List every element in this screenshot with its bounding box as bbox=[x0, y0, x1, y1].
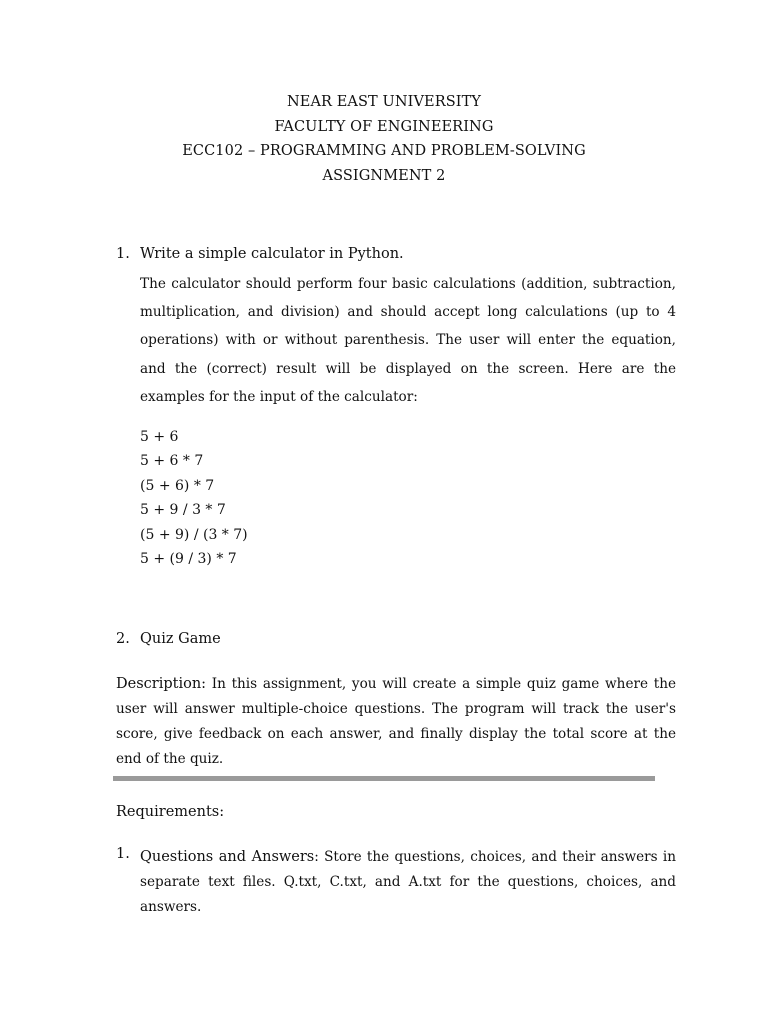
question-2-title: Quiz Game bbox=[140, 631, 221, 647]
question-1-number: 1. bbox=[116, 246, 130, 262]
example-line: 5 + (9 / 3) * 7 bbox=[140, 551, 237, 568]
question-2-number: 2. bbox=[116, 631, 130, 647]
quiz-description bbox=[116, 672, 676, 772]
requirement-1 bbox=[140, 845, 676, 920]
requirement-1-text: : Store the questions, choices, and their answers in separate text files. Q.txt, C.txt, and A.txt for the questions, choices, and answers. bbox=[140, 849, 676, 915]
document-header bbox=[0, 90, 768, 188]
university-name: NEAR EAST UNIVERSITY bbox=[286, 94, 482, 110]
requirements-label: Requirements: bbox=[116, 804, 225, 820]
course-title: ECC102 – PROGRAMMING AND PROBLEM-SOLVING bbox=[182, 143, 586, 159]
assignment-title: ASSIGNMENT 2 bbox=[322, 167, 446, 184]
example-line: 5 + 6 bbox=[140, 429, 179, 445]
example-line: 5 + 6 * 7 bbox=[140, 453, 204, 470]
section-divider bbox=[113, 776, 655, 781]
question-1-title: Write a simple calculator in Python. bbox=[140, 246, 404, 262]
example-line: (5 + 6) * 7 bbox=[140, 477, 215, 494]
calculator-examples bbox=[140, 425, 248, 571]
example-line: (5 + 9) / (3 * 7) bbox=[140, 526, 248, 543]
faculty-name: FACULTY OF ENGINEERING bbox=[274, 118, 494, 135]
requirement-1-label: Questions and Answers bbox=[140, 849, 315, 865]
requirement-1-number: 1. bbox=[116, 846, 130, 862]
example-line: 5 + 9 / 3 * 7 bbox=[140, 502, 226, 519]
description-text: In this assignment, you will create a simple quiz game where the user will answer multiple-choice questions. The program will track the user's score, give feedback on each answer, and finally display the total score at the end of the quiz. bbox=[116, 676, 676, 767]
question-1-body: The calculator should perform four basic calculations (addition, subtraction, multiplication, and division) and should accept long calculations (up to 4 operations) with or without parenthesis. The user will enter the equation, and the (correct) result will be displayed on the screen. Here are the examples for the input of the calculator: bbox=[140, 276, 676, 405]
description-label: Description: bbox=[116, 676, 207, 692]
